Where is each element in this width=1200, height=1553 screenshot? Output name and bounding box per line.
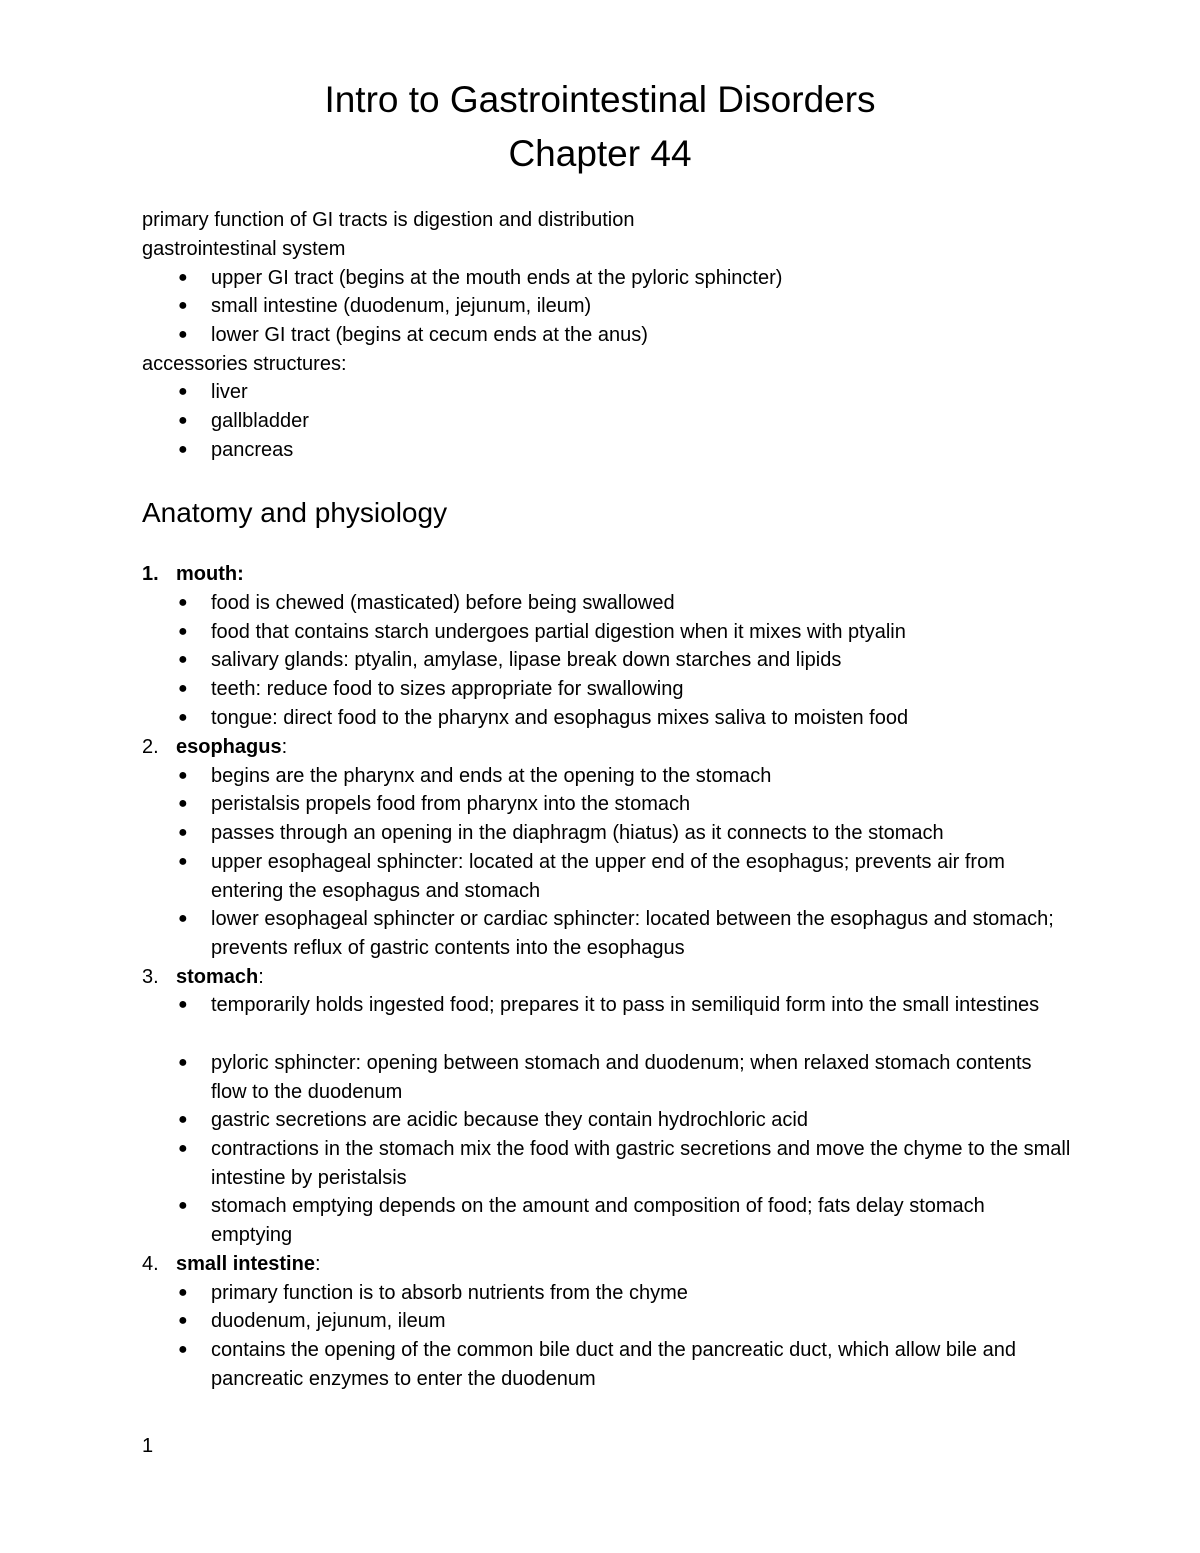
list-item: ● passes through an opening in the diaphragm (hiatus) as it connects to the stomach xyxy=(211,819,1071,848)
list-item: ● pyloric sphincter: opening between stomach and duodenum; when relaxed stomach contents flow to the duodenum xyxy=(211,1049,1071,1106)
list-item: ● teeth: reduce food to sizes appropriate for swallowing xyxy=(211,675,1071,704)
list-item: ● upper esophageal sphincter: located at the upper end of the esophagus; prevents air from entering the esophagus and stomach xyxy=(211,848,1071,905)
list-item: ● food is chewed (masticated) before being swallowed xyxy=(211,589,1071,618)
list-item: ● temporarily holds ingested food; prepares it to pass in semiliquid form into the small intestines xyxy=(211,991,1071,1020)
list-item: ● duodenum, jejunum, ileum xyxy=(211,1307,1071,1336)
bullet-icon: ● xyxy=(178,853,188,870)
list-item: ● small intestine (duodenum, jejunum, ileum) xyxy=(211,292,1071,321)
bullet-icon: ● xyxy=(178,795,188,812)
bullet-icon: ● xyxy=(178,910,188,927)
list-item: ● contains the opening of the common bile duct and the pancreatic duct, which allow bile and pancreatic enzymes to enter the duodenum xyxy=(211,1336,1071,1393)
list-item: ● pancreas xyxy=(211,436,1071,465)
bullet-icon: ● xyxy=(178,651,188,668)
gi-system-label: gastrointestinal system xyxy=(142,238,346,260)
bullet-icon: ● xyxy=(178,269,188,286)
list-item: ● lower esophageal sphincter or cardiac sphincter: located between the esophagus and stomach; prevents reflux of gastric contents into the esophagus xyxy=(211,905,1071,962)
bullet-icon: ● xyxy=(178,1341,188,1358)
bullet-icon: ● xyxy=(178,1197,188,1214)
section-title-small-intestine: 4. small intestine: xyxy=(142,1253,321,1275)
list-item: ● primary function is to absorb nutrients from the chyme xyxy=(211,1279,1071,1308)
bullet-icon: ● xyxy=(178,441,188,458)
page-number: 1 xyxy=(142,1435,154,1457)
bullet-icon: ● xyxy=(178,326,188,343)
list-item: ● gallbladder xyxy=(211,407,1071,436)
primary-function-text: primary function of GI tracts is digestion and distribution xyxy=(142,209,635,231)
chapter-title: Chapter 44 xyxy=(508,133,692,174)
bullet-icon: ● xyxy=(178,1284,188,1301)
document-title: Intro to Gastrointestinal Disorders xyxy=(324,79,876,120)
section-heading: Anatomy and physiology xyxy=(142,497,448,528)
list-item: ● contractions in the stomach mix the food with gastric secretions and move the chyme to the small intestine by peristalsis xyxy=(211,1135,1071,1192)
section-title-mouth: 1. mouth: xyxy=(142,563,244,585)
list-item: ● salivary glands: ptyalin, amylase, lipase break down starches and lipids xyxy=(211,646,1071,675)
bullet-icon: ● xyxy=(178,996,188,1013)
bullet-icon: ● xyxy=(178,1140,188,1157)
list-item: ● begins are the pharynx and ends at the opening to the stomach xyxy=(211,762,1071,791)
bullet-icon: ● xyxy=(178,767,188,784)
bullet-icon: ● xyxy=(178,1111,188,1128)
list-item: ● liver xyxy=(211,378,1071,407)
bullet-icon: ● xyxy=(178,824,188,841)
bullet-icon: ● xyxy=(178,594,188,611)
list-item: ● lower GI tract (begins at cecum ends at the anus) xyxy=(211,321,1071,350)
section-title-esophagus: 2. esophagus: xyxy=(142,736,288,758)
bullet-icon: ● xyxy=(178,1312,188,1329)
accessories-label: accessories structures: xyxy=(142,353,347,375)
bullet-icon: ● xyxy=(178,709,188,726)
bullet-icon: ● xyxy=(178,623,188,640)
list-item: ● upper GI tract (begins at the mouth ends at the pyloric sphincter) xyxy=(211,264,1071,293)
bullet-icon: ● xyxy=(178,1054,188,1071)
list-item: ● stomach emptying depends on the amount and composition of food; fats delay stomach emptying xyxy=(211,1192,1071,1249)
bullet-icon: ● xyxy=(178,412,188,429)
list-item: ● food that contains starch undergoes partial digestion when it mixes with ptyalin xyxy=(211,618,1071,647)
list-item: ● gastric secretions are acidic because they contain hydrochloric acid xyxy=(211,1106,1071,1135)
list-item: ● peristalsis propels food from pharynx into the stomach xyxy=(211,790,1071,819)
bullet-icon: ● xyxy=(178,680,188,697)
section-title-stomach: 3. stomach: xyxy=(142,966,264,988)
list-item: ● tongue: direct food to the pharynx and esophagus mixes saliva to moisten food xyxy=(211,704,1071,733)
bullet-icon: ● xyxy=(178,297,188,314)
bullet-icon: ● xyxy=(178,383,188,400)
